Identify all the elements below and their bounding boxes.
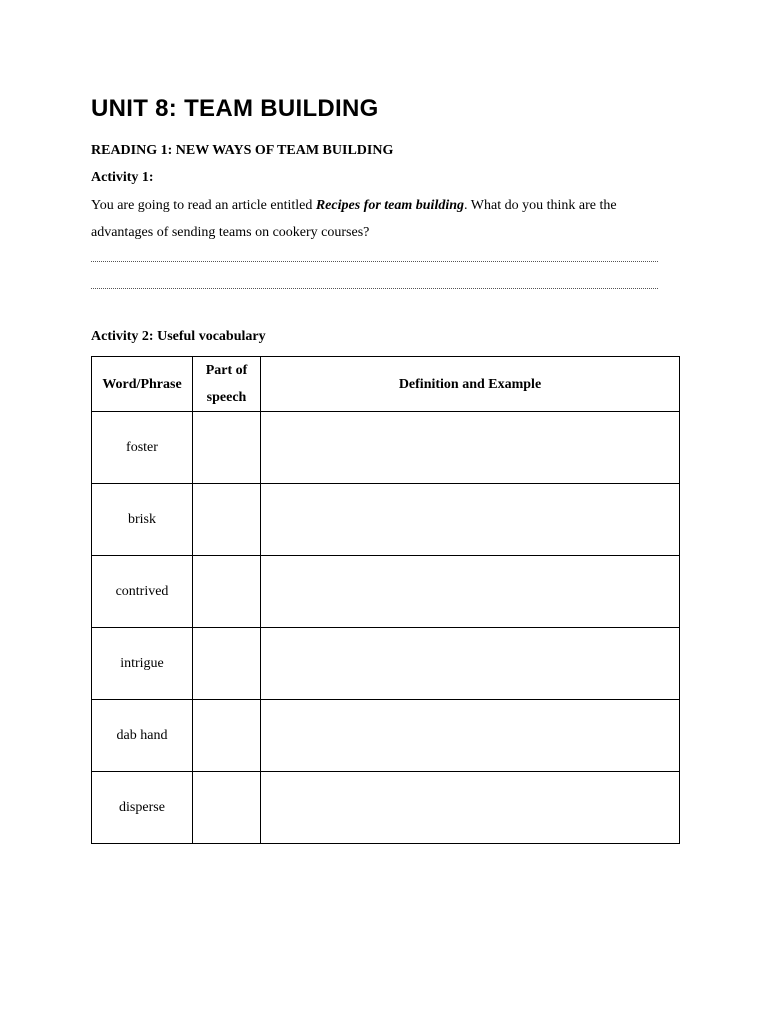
vocab-table-header-row: [92, 357, 680, 412]
header-definition-example: Definition and Example: [261, 357, 680, 412]
part-of-speech-cell[interactable]: [193, 484, 261, 556]
activity1-prompt-after: . What do you think are the advantages of sending teams on cookery courses?: [91, 198, 617, 240]
word-cell: intrigue: [92, 628, 193, 700]
part-of-speech-cell[interactable]: [193, 772, 261, 844]
definition-cell[interactable]: [261, 484, 680, 556]
header-part-of-speech: Part of speech: [193, 357, 261, 412]
part-of-speech-cell[interactable]: [193, 628, 261, 700]
reading-heading: READING 1: NEW WAYS OF TEAM BUILDING: [91, 143, 394, 158]
activity1-prompt: [91, 192, 671, 246]
page-title: UNIT 8: TEAM BUILDING: [91, 95, 379, 122]
part-of-speech-cell[interactable]: [193, 412, 261, 484]
table-row: [92, 484, 680, 556]
definition-cell[interactable]: [261, 412, 680, 484]
answer-line-2[interactable]: [91, 288, 658, 289]
word-cell: brisk: [92, 484, 193, 556]
word-cell: contrived: [92, 556, 193, 628]
activity1-label: Activity 1:: [91, 170, 154, 185]
definition-cell[interactable]: [261, 556, 680, 628]
article-title: Recipes for team building: [315, 198, 465, 213]
activity1-prompt-before: You are going to read an article entitled: [91, 198, 316, 213]
part-of-speech-cell[interactable]: [193, 556, 261, 628]
activity2-label: Activity 2: Useful vocabulary: [91, 329, 266, 344]
definition-cell[interactable]: [261, 628, 680, 700]
table-row: [92, 700, 680, 772]
word-cell: foster: [92, 412, 193, 484]
definition-cell[interactable]: [261, 700, 680, 772]
part-of-speech-cell[interactable]: [193, 700, 261, 772]
definition-cell[interactable]: [261, 772, 680, 844]
table-row: [92, 772, 680, 844]
table-row: [92, 556, 680, 628]
word-cell: disperse: [92, 772, 193, 844]
header-word-phrase: Word/Phrase: [92, 357, 193, 412]
word-cell: dab hand: [92, 700, 193, 772]
vocab-table: [91, 356, 680, 844]
table-row: [92, 412, 680, 484]
table-row: [92, 628, 680, 700]
answer-line-1[interactable]: [91, 261, 658, 262]
